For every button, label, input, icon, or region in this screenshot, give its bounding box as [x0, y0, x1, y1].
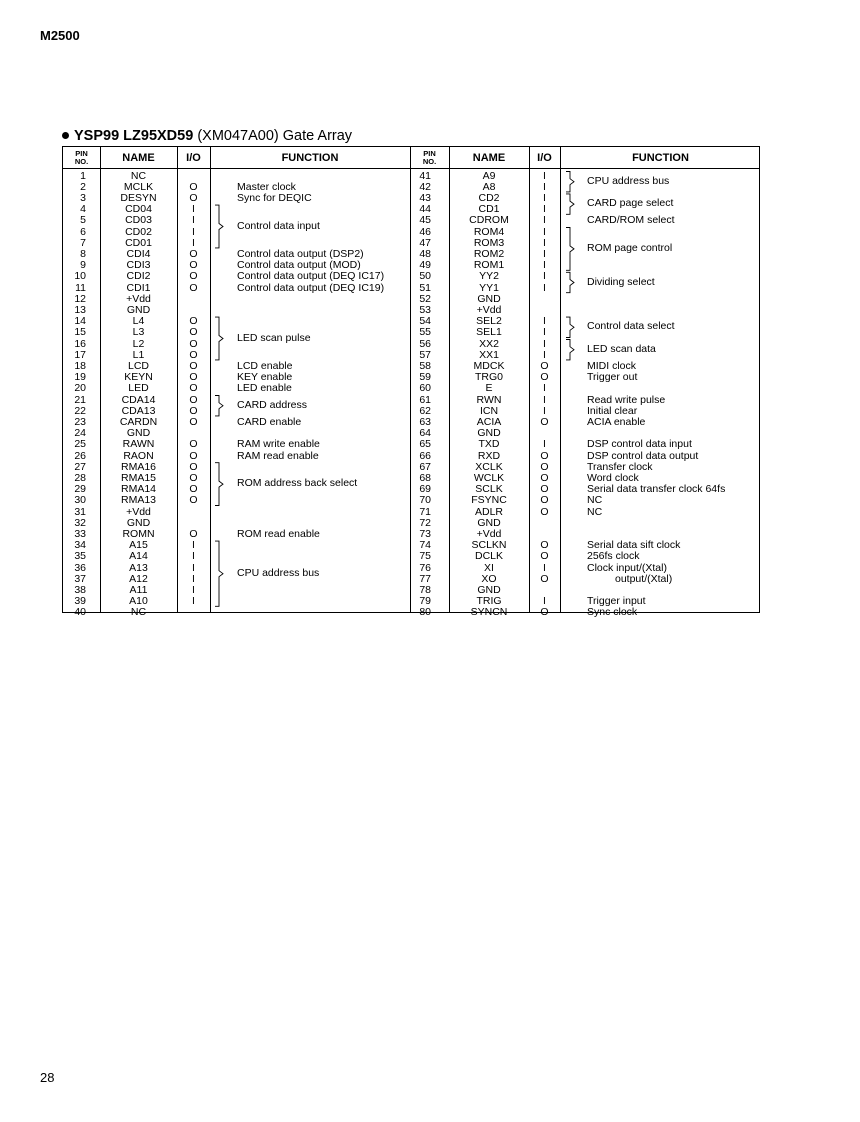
pin-function: Serial data sift clock: [587, 539, 681, 552]
pin-number: 21: [74, 393, 86, 406]
pin-function: output/(Xtal): [615, 572, 673, 585]
pin-name: A9: [482, 169, 496, 182]
part-number: YSP99 LZ95XD59: [74, 128, 194, 144]
pin-io: I: [543, 259, 546, 272]
pin-io: I: [192, 203, 195, 216]
pin-number: 6: [80, 225, 86, 238]
pin-number: 9: [80, 259, 86, 272]
pin-name: CDA14: [121, 393, 156, 406]
pin-name: XO: [481, 572, 497, 585]
pin-function: CARD/ROM select: [587, 214, 675, 227]
pin-io: I: [543, 281, 546, 294]
pin-name: CD04: [125, 203, 152, 216]
pin-name: ROM4: [473, 225, 505, 238]
group-bracket: [215, 205, 223, 248]
pin-function: DSP control data input: [587, 438, 692, 451]
pin-io: O: [540, 449, 549, 462]
pin-number: 58: [419, 359, 431, 372]
group-bracket: [215, 463, 223, 506]
pin-name: XX1: [479, 348, 499, 361]
pin-name: ICN: [479, 404, 499, 417]
pin-name: TXD: [478, 438, 500, 451]
pin-name: GND: [126, 427, 151, 440]
pin-function: KEY enable: [237, 371, 293, 384]
pin-number: 16: [74, 337, 86, 350]
pin-number: 38: [74, 583, 86, 596]
pin-io: I: [543, 561, 546, 574]
pin-name: WCLK: [473, 471, 505, 484]
pin-number: 5: [80, 214, 86, 227]
pin-name: +Vdd: [126, 505, 151, 518]
pin-io: I: [543, 315, 546, 328]
pin-name: ADLR: [474, 505, 503, 518]
pin-name: CDI3: [126, 259, 151, 272]
pin-function: Control data output (MOD): [237, 259, 361, 272]
pin-io: O: [189, 326, 198, 339]
pin-function: Sync for DEQIC: [237, 191, 312, 204]
pin-number: 4: [80, 203, 86, 216]
pin-name: CD2: [478, 191, 500, 204]
header-function: FUNCTION: [281, 151, 339, 164]
pin-name: CD03: [125, 214, 152, 227]
pin-number: 60: [419, 382, 431, 395]
group-label: LED scan data: [587, 342, 656, 355]
pin-number: 14: [74, 315, 86, 328]
pin-name: CDI4: [126, 247, 151, 260]
pin-io: I: [543, 595, 546, 608]
pin-name: GND: [477, 292, 501, 305]
pin-name: DESYN: [120, 191, 157, 204]
pin-function: CARD enable: [237, 415, 302, 428]
pin-name: RMA16: [120, 460, 156, 473]
pin-io: I: [543, 203, 546, 216]
pin-number: 28: [74, 471, 86, 484]
pin-number: 74: [419, 539, 431, 552]
pin-name: L4: [132, 315, 145, 328]
pin-io: I: [543, 247, 546, 260]
pin-name: A11: [129, 583, 148, 596]
pin-io: I: [192, 572, 195, 585]
pin-name: A15: [129, 539, 148, 552]
pin-name: SCLKN: [471, 539, 507, 552]
pin-function: Initial clear: [587, 404, 638, 417]
pin-io: O: [189, 460, 198, 473]
pin-function: MIDI clock: [587, 359, 637, 372]
pin-name: GND: [477, 583, 501, 596]
pin-io: O: [540, 539, 549, 552]
pin-name: +Vdd: [476, 527, 502, 540]
header-io: I/O: [186, 151, 201, 164]
pin-number: 40: [74, 606, 86, 619]
pin-number: 24: [74, 427, 86, 440]
pin-name: FSYNC: [471, 494, 507, 507]
pin-number: 39: [74, 595, 86, 608]
pin-io: I: [543, 404, 546, 417]
pin-number: 77: [419, 572, 431, 585]
pin-io: O: [189, 315, 198, 328]
pin-name: A14: [129, 550, 148, 563]
pin-name: GND: [126, 303, 151, 316]
pin-name: GND: [477, 427, 501, 440]
pin-number: 52: [419, 292, 431, 305]
pin-number: 61: [419, 393, 431, 406]
pin-number: 71: [419, 505, 431, 518]
header-pin-line2: NO.: [74, 156, 89, 166]
pin-number: 66: [419, 449, 431, 462]
pin-function: LCD enable: [237, 359, 293, 372]
pin-number: 79: [419, 595, 431, 608]
pin-name: GND: [477, 516, 501, 529]
pin-number: 35: [74, 550, 86, 563]
pin-number: 32: [74, 516, 86, 529]
pin-io: I: [192, 539, 195, 552]
pin-name: TRIG: [476, 595, 502, 608]
pin-number: 56: [419, 337, 431, 350]
pin-io: O: [189, 259, 198, 272]
pin-number: 43: [419, 191, 431, 204]
pin-io: O: [540, 572, 549, 585]
pin-io: I: [543, 393, 546, 406]
pin-function: Master clock: [237, 180, 296, 193]
pin-function: Transfer clock: [587, 460, 653, 473]
pin-number: 26: [74, 449, 86, 462]
pin-number: 10: [74, 270, 86, 283]
pin-name: SEL1: [476, 326, 502, 339]
pin-name: A10: [129, 595, 148, 608]
pin-name: XX2: [479, 337, 499, 350]
pin-function: Trigger out: [587, 371, 638, 384]
pin-number: 62: [419, 404, 431, 417]
pin-number: 59: [419, 371, 431, 384]
header-pin-line1: PIN: [75, 148, 88, 158]
pin-number: 53: [419, 303, 431, 316]
pin-io: O: [540, 483, 549, 496]
group-label: Dividing select: [587, 275, 655, 288]
group-label: ROM address back select: [237, 477, 358, 490]
pin-number: 23: [74, 415, 86, 428]
pin-io: O: [189, 494, 198, 507]
model-header: M2500: [40, 28, 80, 43]
pin-io: O: [189, 527, 198, 540]
pin-io: O: [540, 550, 549, 563]
pin-io: I: [543, 236, 546, 249]
pin-io: O: [540, 460, 549, 473]
pin-name: LED: [128, 382, 149, 395]
pin-io: O: [540, 606, 549, 619]
pin-io: O: [189, 438, 198, 451]
pin-function: Trigger input: [587, 595, 646, 608]
pin-number: 22: [74, 404, 86, 417]
pin-io: I: [543, 326, 546, 339]
pin-number: 2: [80, 180, 86, 193]
pin-io: O: [540, 371, 549, 384]
pin-io: I: [543, 214, 546, 227]
pin-number: 18: [74, 359, 86, 372]
bullet-icon: [62, 132, 69, 139]
pin-io: O: [540, 471, 549, 484]
pin-function: ROM read enable: [237, 527, 320, 540]
pin-function: Control data output (DEQ IC17): [237, 270, 385, 283]
pin-name: L2: [132, 337, 145, 350]
group-label: CARD address: [237, 398, 308, 411]
pin-name: CDI1: [126, 281, 151, 294]
pin-io: O: [189, 382, 198, 395]
pin-name: SEL2: [476, 315, 502, 328]
pin-io: I: [192, 583, 195, 596]
pin-name: MDCK: [473, 359, 505, 372]
header-io: I/O: [537, 151, 552, 164]
pin-number: 70: [419, 494, 431, 507]
pin-name: DCLK: [474, 550, 503, 563]
pin-name: CDA13: [121, 404, 156, 417]
pin-function: Sync clock: [587, 606, 638, 619]
pin-io: I: [543, 348, 546, 361]
pin-name: CD1: [478, 203, 500, 216]
pin-name: CARDN: [119, 415, 158, 428]
pin-io: O: [189, 415, 198, 428]
pin-name: CD01: [125, 236, 152, 249]
pin-io: O: [189, 371, 198, 384]
pin-name: ROM3: [473, 236, 505, 249]
pin-name: RWN: [476, 393, 502, 406]
pin-number: 20: [74, 382, 86, 395]
pin-number: 36: [74, 561, 86, 574]
pin-name: +Vdd: [126, 292, 151, 305]
pin-io: O: [189, 180, 198, 193]
pin-io: O: [189, 359, 198, 372]
pin-io: O: [189, 247, 198, 260]
pin-function: Word clock: [587, 471, 639, 484]
pin-io: O: [189, 281, 198, 294]
pin-number: 63: [419, 415, 431, 428]
group-bracket: [566, 172, 574, 192]
pin-name: NC: [130, 169, 147, 182]
group-bracket: [215, 541, 223, 606]
pin-name: RAON: [123, 449, 154, 462]
page-number: 28: [40, 1070, 55, 1085]
pin-io: I: [543, 169, 546, 182]
pin-name: RAWN: [122, 438, 155, 451]
pin-function: RAM write enable: [237, 438, 320, 451]
pin-io: I: [192, 236, 195, 249]
pin-name: L3: [132, 326, 145, 339]
pin-name: RMA14: [120, 483, 156, 496]
pin-function: NC: [587, 505, 603, 518]
pin-name: E: [485, 382, 493, 395]
pin-number: 41: [419, 169, 431, 182]
pin-name: RMA13: [120, 494, 156, 507]
pin-io: O: [189, 449, 198, 462]
group-label: Control data select: [587, 320, 675, 333]
pin-number: 33: [74, 527, 86, 540]
pin-io: O: [189, 404, 198, 417]
part-description: (XM047A00) Gate Array: [193, 128, 353, 144]
pin-function: Clock input/(Xtal): [587, 561, 667, 574]
pin-number: 54: [419, 315, 431, 328]
pin-name: +Vdd: [476, 303, 502, 316]
pin-io: I: [543, 191, 546, 204]
pin-name: SYNCN: [470, 606, 508, 619]
pin-function: ACIA enable: [587, 415, 646, 428]
pin-number: 7: [80, 236, 86, 249]
group-bracket: [566, 340, 574, 360]
group-label: CARD page select: [587, 197, 674, 210]
header-pin-line1: PIN: [423, 148, 436, 158]
pin-io: I: [543, 438, 546, 451]
pin-name: LCD: [127, 359, 149, 372]
pin-name: RXD: [477, 449, 501, 462]
pin-name: L1: [132, 348, 145, 361]
pin-name: ROMN: [122, 527, 155, 540]
header-name: NAME: [472, 151, 506, 164]
pin-name: TRG0: [474, 371, 503, 384]
pin-number: 25: [74, 438, 86, 451]
pin-io: O: [189, 483, 198, 496]
pin-io: O: [189, 191, 198, 204]
pin-number: 51: [419, 281, 431, 294]
pin-io: O: [189, 393, 198, 406]
pin-name: RMA15: [120, 471, 156, 484]
pin-number: 55: [419, 326, 431, 339]
pin-number: 15: [74, 326, 86, 339]
pin-number: 72: [419, 516, 431, 529]
pin-number: 42: [419, 180, 431, 193]
pin-number: 68: [419, 471, 431, 484]
pin-number: 27: [74, 460, 86, 473]
pin-number: 44: [419, 203, 431, 216]
pin-number: 78: [419, 583, 431, 596]
pin-table: [62, 146, 760, 619]
header-pin-line2: NO.: [422, 156, 437, 166]
pin-number: 80: [419, 606, 431, 619]
pin-name: MCLK: [123, 180, 154, 193]
pin-number: 65: [419, 438, 431, 451]
pin-number: 46: [419, 225, 431, 238]
pin-number: 75: [419, 550, 431, 563]
pin-name: ROM2: [473, 247, 505, 260]
pin-name: CDI2: [126, 270, 151, 283]
pin-function: LED enable: [237, 382, 292, 395]
group-bracket: [566, 317, 574, 337]
group-label: ROM page control: [587, 241, 673, 254]
pin-io: O: [189, 471, 198, 484]
pin-io: I: [543, 382, 546, 395]
pin-name: XCLK: [475, 460, 503, 473]
pin-number: 69: [419, 483, 431, 496]
pin-name: A12: [129, 572, 148, 585]
pin-number: 11: [75, 281, 86, 294]
pin-function: Read write pulse: [587, 393, 666, 406]
pin-number: 57: [419, 348, 431, 361]
pin-number: 45: [419, 214, 431, 227]
pin-name: CD02: [125, 225, 152, 238]
group-bracket: [566, 194, 574, 214]
pin-name: SCLK: [475, 483, 503, 496]
pin-io: I: [192, 225, 195, 238]
pin-function: RAM read enable: [237, 449, 319, 462]
pin-function: Control data output (DEQ IC19): [237, 281, 385, 294]
group-label: LED scan pulse: [237, 331, 311, 344]
pin-number: 13: [74, 303, 86, 316]
pin-io: I: [192, 561, 195, 574]
group-bracket: [566, 228, 574, 271]
pin-number: 67: [419, 460, 431, 473]
pin-number: 30: [74, 494, 86, 507]
pin-name: ACIA: [476, 415, 502, 428]
pin-number: 3: [80, 191, 86, 204]
group-bracket: [566, 272, 574, 292]
pin-name: A13: [129, 561, 148, 574]
group-label: CPU address bus: [587, 174, 670, 187]
pin-io: O: [540, 415, 549, 428]
table-title: [62, 128, 352, 144]
pin-io: O: [540, 359, 549, 372]
pin-function: NC: [587, 494, 603, 507]
pin-number: 48: [419, 247, 431, 260]
pin-number: 49: [419, 259, 431, 272]
pin-name: YY2: [479, 270, 499, 283]
pin-name: XI: [484, 561, 494, 574]
pin-name: NC: [130, 606, 147, 619]
pin-number: 8: [80, 247, 86, 260]
group-bracket: [215, 396, 223, 416]
pin-number: 73: [419, 527, 431, 540]
group-label: CPU address bus: [237, 566, 320, 579]
pin-name: CDROM: [469, 214, 509, 227]
pin-io: I: [192, 214, 195, 227]
pin-name: YY1: [479, 281, 499, 294]
pin-number: 1: [80, 169, 86, 182]
pin-name: GND: [126, 516, 151, 529]
pin-function: 256fs clock: [587, 550, 640, 563]
pin-io: O: [189, 270, 198, 283]
pin-number: 76: [419, 561, 431, 574]
pin-name: ROM1: [473, 259, 505, 272]
pin-function: Serial data transfer clock 64fs: [587, 483, 726, 496]
pin-io: I: [543, 337, 546, 350]
pin-number: 19: [74, 371, 86, 384]
pin-number: 34: [74, 539, 86, 552]
pin-function: Control data output (DSP2): [237, 247, 364, 260]
pin-io: I: [543, 225, 546, 238]
group-bracket: [215, 317, 223, 360]
pin-io: O: [540, 494, 549, 507]
pin-number: 12: [74, 292, 86, 305]
pin-name: KEYN: [124, 371, 153, 384]
pin-number: 31: [74, 505, 86, 518]
pin-number: 29: [74, 483, 86, 496]
pin-io: I: [192, 550, 195, 563]
pin-io: I: [192, 595, 195, 608]
pin-number: 50: [419, 270, 431, 283]
pin-io: O: [540, 505, 549, 518]
pin-name: A8: [482, 180, 496, 193]
header-name: NAME: [122, 151, 155, 164]
header-function: FUNCTION: [632, 151, 689, 164]
pin-number: 64: [419, 427, 431, 440]
pin-number: 37: [74, 572, 86, 585]
pin-number: 17: [74, 348, 86, 361]
pin-io: I: [543, 270, 546, 283]
group-label: Control data input: [237, 219, 320, 232]
pin-io: O: [189, 348, 198, 361]
pin-number: 47: [419, 236, 431, 249]
pin-io: I: [543, 180, 546, 193]
pin-io: O: [189, 337, 198, 350]
pin-function: DSP control data output: [587, 449, 699, 462]
